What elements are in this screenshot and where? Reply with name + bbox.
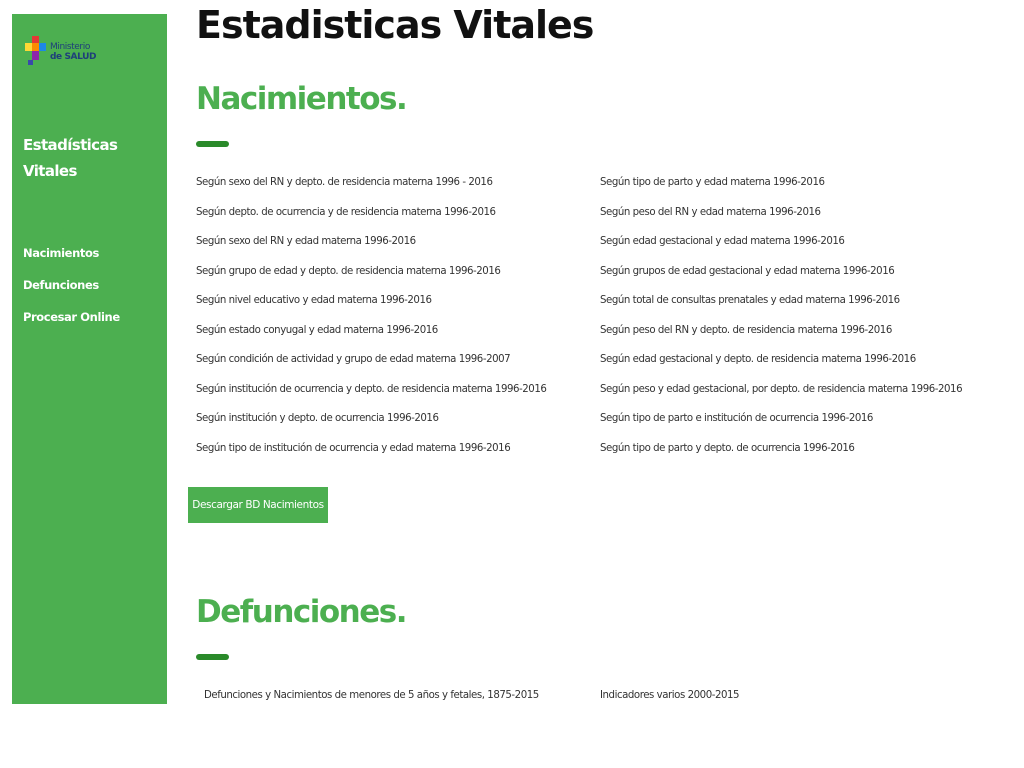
link-nac-left-3[interactable]: Según sexo del RN y edad materna 1996-2016 <box>196 236 416 247</box>
health-cross-icon <box>24 34 48 70</box>
sidebar-title: Estadísticas Vitales <box>23 136 118 180</box>
link-nac-left-5[interactable]: Según nivel educativo y edad materna 1996-2016 <box>196 295 432 306</box>
ministerio-salud-logo[interactable] <box>24 34 96 70</box>
link-nac-left-9[interactable]: Según institución y depto. de ocurrencia 1996-2016 <box>196 413 439 424</box>
link-nac-right-9[interactable]: Según tipo de parto e institución de ocurrencia 1996-2016 <box>600 413 873 424</box>
logo-line-1: Ministerio <box>50 42 90 52</box>
link-def-right-1[interactable]: Indicadores varios 2000-2015 <box>600 690 740 701</box>
nacimientos-title: Nacimientos. <box>196 81 407 117</box>
logo-text <box>50 42 96 62</box>
link-nac-right-5[interactable]: Según total de consultas prenatales y edad materna 1996-2016 <box>600 295 900 306</box>
defunciones-divider <box>196 654 229 660</box>
link-nac-left-6[interactable]: Según estado conyugal y edad materna 1996-2016 <box>196 324 438 336</box>
link-nac-left-7[interactable]: Según condición de actividad y grupo de edad materna 1996-2007 <box>196 354 511 365</box>
link-nac-left-1[interactable]: Según sexo del RN y depto. de residencia materna 1996 - 2016 <box>196 177 493 188</box>
link-nac-left-4[interactable]: Según grupo de edad y depto. de residencia materna 1996-2016 <box>196 265 501 277</box>
defunciones-links-right <box>600 688 739 718</box>
nacimientos-links-left <box>196 175 546 470</box>
sidebar-item-defunciones[interactable]: Defunciones <box>23 278 99 292</box>
sidebar-nav <box>23 244 120 340</box>
nacimientos-links-right <box>600 175 962 470</box>
link-nac-right-8[interactable]: Según peso y edad gestacional, por depto. de residencia materna 1996-2016 <box>600 383 963 395</box>
link-nac-left-8[interactable]: Según institución de ocurrencia y depto. de residencia materna 1996-2016 <box>196 383 547 395</box>
defunciones-links-left <box>204 688 539 718</box>
link-nac-right-1[interactable]: Según tipo de parto y edad materna 1996-2016 <box>600 177 825 188</box>
sidebar-item-procesar-online[interactable]: Procesar Online <box>23 310 120 324</box>
link-nac-right-6[interactable]: Según peso del RN y depto. de residencia materna 1996-2016 <box>600 324 892 336</box>
link-def-left-1[interactable]: Defunciones y Nacimientos de menores de 5 años y fetales, 1875-2015 <box>204 690 539 701</box>
link-nac-left-2[interactable]: Según depto. de ocurrencia y de residencia materna 1996-2016 <box>196 206 496 218</box>
page-title: Estadisticas Vitales <box>196 3 594 47</box>
link-nac-right-7[interactable]: Según edad gestacional y depto. de residencia materna 1996-2016 <box>600 354 916 365</box>
defunciones-title: Defunciones. <box>196 594 407 630</box>
sidebar <box>12 14 167 704</box>
nacimientos-divider <box>196 141 229 147</box>
descargar-bd-nacimientos-button[interactable]: Descargar BD Nacimientos <box>188 487 328 523</box>
link-nac-right-10[interactable]: Según tipo de parto y depto. de ocurrencia 1996-2016 <box>600 442 855 454</box>
sidebar-item-nacimientos[interactable]: Nacimientos <box>23 246 99 260</box>
link-nac-right-3[interactable]: Según edad gestacional y edad materna 1996-2016 <box>600 236 845 247</box>
link-nac-left-10[interactable]: Según tipo de institución de ocurrencia y edad materna 1996-2016 <box>196 442 511 454</box>
logo-line-2: de SALUD <box>50 52 97 62</box>
link-nac-right-2[interactable]: Según peso del RN y edad materna 1996-2016 <box>600 206 821 218</box>
link-nac-right-4[interactable]: Según grupos de edad gestacional y edad materna 1996-2016 <box>600 265 895 277</box>
